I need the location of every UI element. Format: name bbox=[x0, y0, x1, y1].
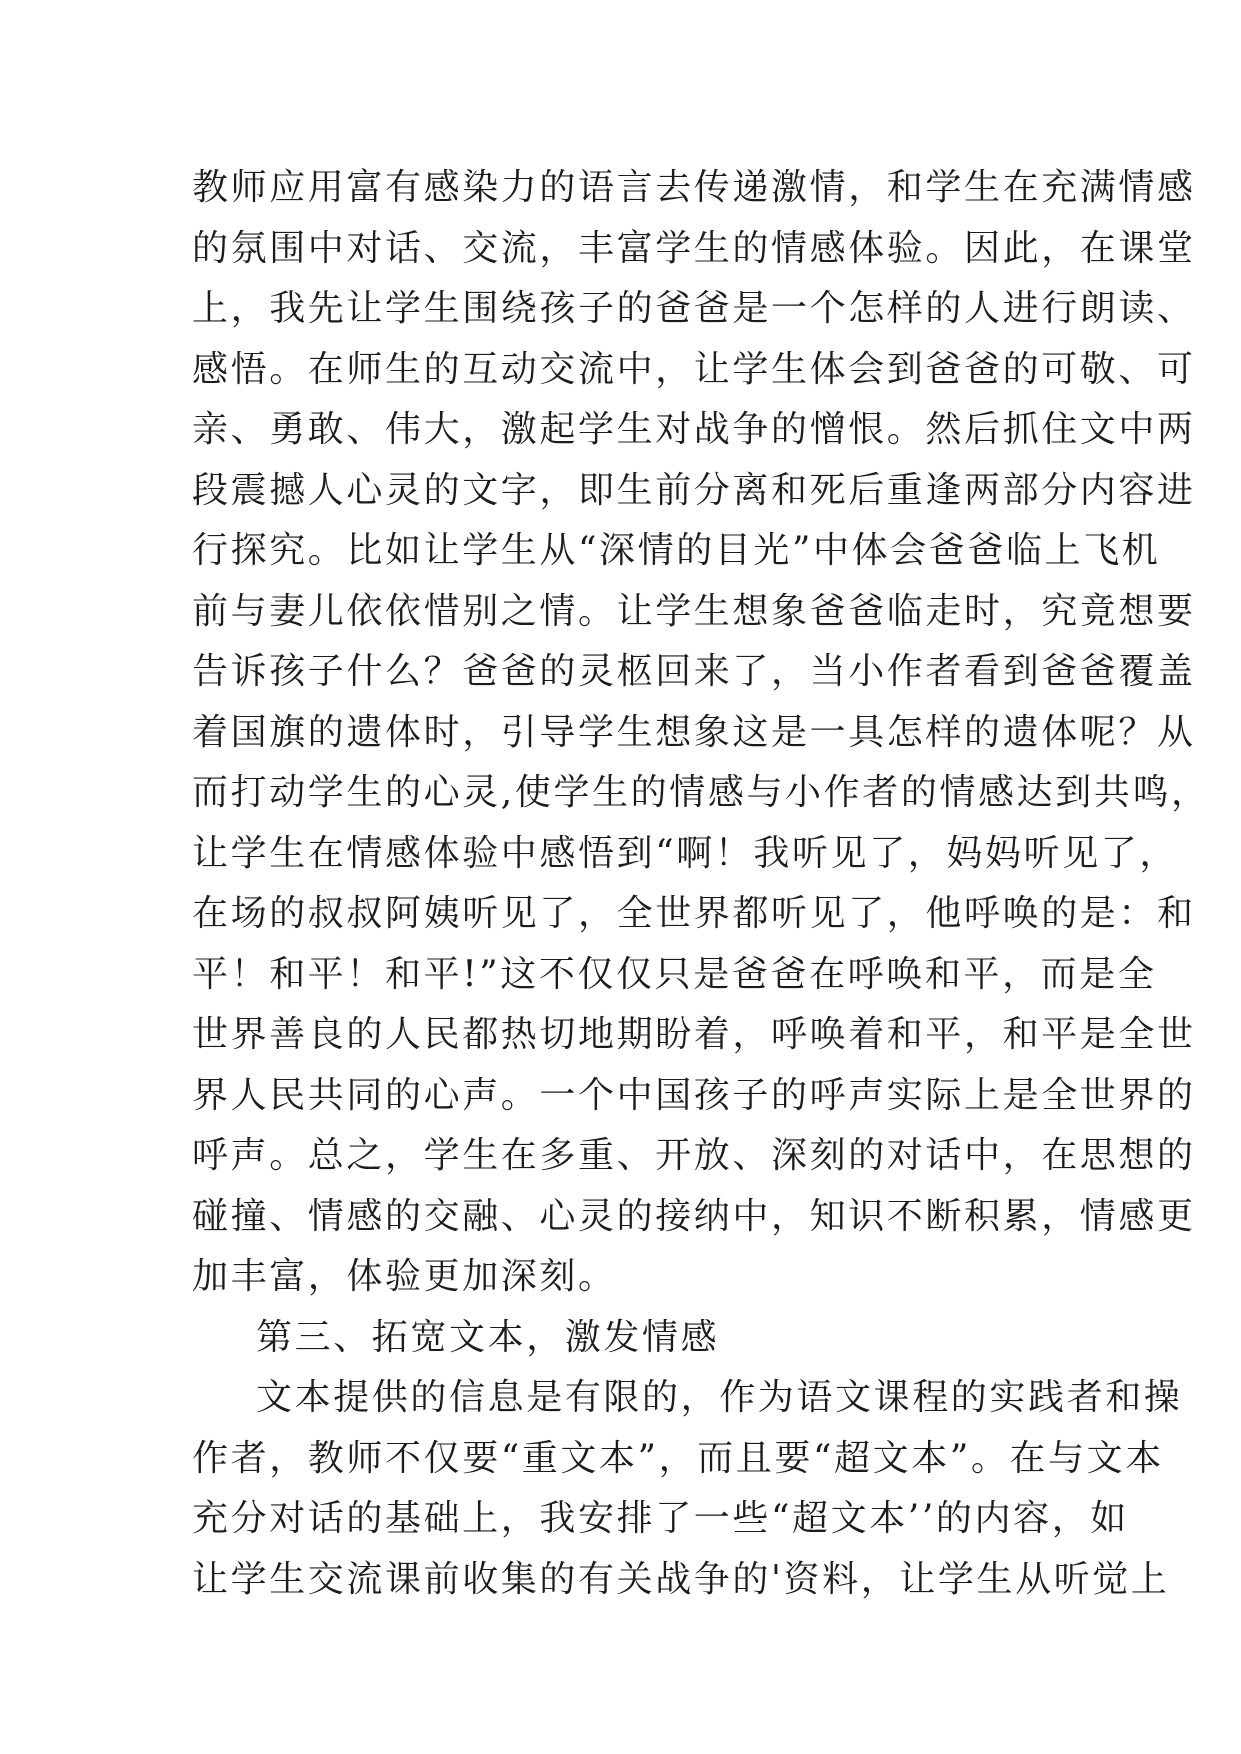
text-line: 让学生在情感体验中感悟到“啊！我听见了，妈妈听见了， bbox=[192, 832, 1179, 874]
text-line: 的氛围中对话、交流，丰富学生的情感体验。因此，在课堂 bbox=[192, 227, 1196, 269]
text-line: 亲、勇敢、伟大，激起学生对战争的憎恨。然后抓住文中两 bbox=[192, 409, 1196, 450]
text-line: 前与妻儿依依惜别之情。让学生想象爸爸临走时，究竟想要 bbox=[192, 590, 1196, 632]
text-line: 告诉孩子什么？爸爸的灵柩回来了，当小作者看到爸爸覆盖 bbox=[192, 651, 1196, 692]
text-line: 加丰富，体验更加深刻。 bbox=[192, 1256, 617, 1297]
section-heading: 第三、拓宽文本，激发情感 bbox=[256, 1316, 720, 1358]
text-line: 作者，教师不仅要“重文本”，而且要“超文本”。在与文本 bbox=[192, 1437, 1164, 1479]
body-text bbox=[192, 158, 1210, 1610]
text-line: 界人民共同的心声。一个中国孩子的呼声实际上是全世界的 bbox=[192, 1074, 1196, 1116]
text-line: 感悟。在师生的互动交流中，让学生体会到爸爸的可敬、可 bbox=[192, 348, 1196, 390]
text-line: 段震撼人心灵的文字，即生前分离和死后重逢两部分内容进 bbox=[192, 469, 1196, 511]
text-line: 着国旗的遗体时，引导学生想象这是一具怎样的遗体呢？从 bbox=[192, 711, 1196, 753]
text-line: 而打动学生的心灵,使学生的情感与小作者的情感达到共鸣， bbox=[192, 772, 1210, 813]
text-line: 充分对话的基础上，我安排了一些“超文本’’的内容，如 bbox=[192, 1498, 1129, 1539]
text-line: 教师应用富有感染力的语言去传递激情，和学生在充满情感 bbox=[192, 167, 1196, 208]
text-line: 上，我先让学生围绕孩子的爸爸是一个怎样的人进行朗读、 bbox=[192, 288, 1196, 329]
text-line: 让学生交流课前收集的有关战争的'资料，让学生从听觉上 bbox=[192, 1558, 1170, 1600]
text-line: 呼声。总之，学生在多重、开放、深刻的对话中，在思想的 bbox=[192, 1135, 1196, 1176]
text-line: 世界善良的人民都热切地期盼着，呼唤着和平，和平是全世 bbox=[192, 1014, 1196, 1055]
text-line: 平！和平！和平!”这不仅仅只是爸爸在呼唤和平，而是全 bbox=[192, 953, 1157, 995]
text-line: 文本提供的信息是有限的，作为语文课程的实践者和操 bbox=[256, 1377, 1183, 1418]
text-line: 行探究。比如让学生从“深情的目光”中体会爸爸临上飞机 bbox=[192, 530, 1161, 571]
text-line: 碰撞、情感的交融、心灵的接纳中，知识不断积累，情感更 bbox=[192, 1195, 1196, 1237]
text-line: 在场的叔叔阿姨听见了，全世界都听见了，他呼唤的是：和 bbox=[192, 893, 1196, 934]
